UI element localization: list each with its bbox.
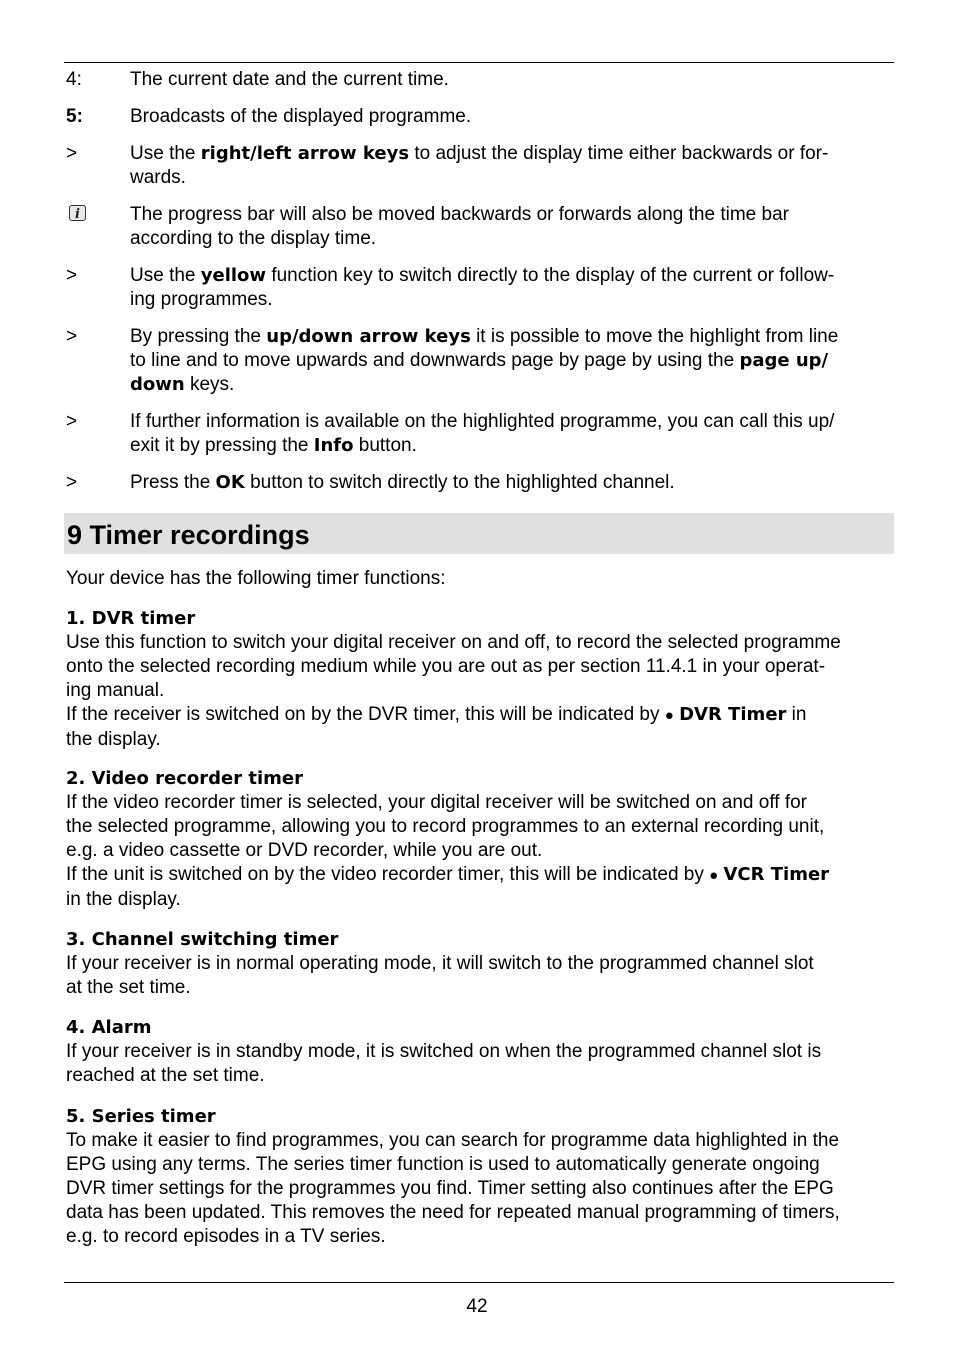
text-line: Use this function to switch your digital receiver on and off, to record the selected programme (66, 632, 841, 653)
timer-heading: 4. Alarm (66, 1017, 152, 1038)
text-run: button. (353, 435, 417, 456)
key-term: right/left arrow keys (200, 143, 410, 164)
display-indicator: VCR Timer (723, 864, 830, 885)
text-run: exit it by pressing the (130, 435, 314, 456)
text-line: at the set time. (66, 977, 191, 998)
text-run: it is possible to move the highlight from line (470, 326, 839, 347)
timer-block (66, 607, 894, 752)
section-intro: Your device has the following timer functions: (66, 568, 446, 589)
display-indicator: DVR Timer (679, 704, 787, 725)
text-run: Use the (130, 143, 201, 164)
item-marker: > (66, 472, 78, 493)
text-run: If the receiver is switched on by the DVR timer, this will be indicated by (66, 704, 665, 725)
record-dot-icon: ● (664, 707, 674, 724)
text-line: ing manual. (66, 680, 165, 701)
key-term: OK (215, 472, 245, 493)
text-run: By pressing the (130, 326, 267, 347)
timer-heading: 3. Channel switching timer (66, 929, 339, 950)
item-marker: > (66, 326, 78, 347)
text-run: to adjust the display time either backwards or for- (409, 143, 829, 164)
item-marker: > (66, 143, 78, 164)
text-run: If the unit is switched on by the video recorder timer, this will be indicated by (66, 864, 710, 885)
timer-block (66, 1016, 894, 1088)
timer-block (66, 767, 894, 912)
timer-block (66, 1105, 894, 1249)
text-line: the selected programme, allowing you to record programmes to an external recording unit, (66, 816, 825, 837)
item-text (130, 325, 892, 397)
text-line: EPG using any terms. The series timer function is used to automatically generate ongoing (66, 1154, 820, 1175)
text-line: e.g. a video cassette or DVD recorder, while you are out. (66, 840, 543, 861)
text-run: in (786, 704, 807, 725)
text-line: ing programmes. (130, 289, 273, 310)
key-term: down (130, 374, 185, 395)
key-term: up/down arrow keys (266, 326, 471, 347)
item-text (130, 264, 892, 312)
text-line: onto the selected recording medium while you are out as per section 11.4.1 in your operat- (66, 656, 826, 677)
text-line: If further information is available on the highlighted programme, you can call this up/ (130, 411, 835, 432)
item-marker: > (66, 265, 78, 286)
text-run: Use the (130, 265, 201, 286)
text-run: to line and to move upwards and downwards page by page by using the (130, 350, 740, 371)
key-term: yellow (200, 265, 267, 286)
text-line: DVR timer settings for the programmes you find. Timer setting also continues after the EPG (66, 1178, 834, 1199)
timer-block (66, 928, 894, 1000)
text-line: If your receiver is in normal operating mode, it will switch to the programmed channel slot (66, 953, 814, 974)
key-term: page up/ (739, 350, 829, 371)
text-line: If your receiver is in standby mode, it is switched on when the programmed channel slot is (66, 1041, 822, 1062)
item-text (130, 142, 892, 190)
text-run: function key to switch directly to the display of the current or follow- (266, 265, 835, 286)
item-marker: > (66, 411, 78, 432)
section-heading-bar (64, 513, 894, 554)
page-number: 42 (466, 1296, 488, 1317)
timer-heading: 2. Video recorder timer (66, 768, 303, 789)
text-line: If the video recorder timer is selected, your digital receiver will be switched on and off for (66, 792, 807, 813)
text-run: keys. (184, 374, 235, 395)
text-line: wards. (130, 167, 186, 188)
text-line: reached at the set time. (66, 1065, 265, 1086)
top-rule (64, 62, 894, 63)
timer-heading: 1. DVR timer (66, 608, 196, 629)
bottom-rule (64, 1282, 894, 1283)
text-run: button to switch directly to the highlighted channel. (244, 472, 675, 493)
record-dot-icon: ● (709, 867, 719, 884)
item-marker: 4: (66, 69, 82, 90)
item-text (130, 471, 892, 495)
text-line: data has been updated. This removes the need for repeated manual programming of timers, (66, 1202, 840, 1223)
text-line: according to the display time. (130, 228, 377, 249)
item-text (130, 410, 892, 458)
item-marker: 5: (66, 106, 83, 127)
text-line: the display. (66, 729, 161, 750)
item-text: The current date and the current time. (130, 69, 449, 90)
info-icon: i (69, 205, 86, 221)
text-line: in the display. (66, 889, 181, 910)
text-line: The progress bar will also be moved backwards or forwards along the time bar (130, 204, 789, 225)
text-line: To make it easier to find programmes, you can search for programme data highlighted in the (66, 1130, 840, 1151)
item-text (130, 203, 892, 251)
key-term: Info (313, 435, 354, 456)
text-run: Press the (130, 472, 216, 493)
item-text: Broadcasts of the displayed programme. (130, 106, 472, 127)
text-line: e.g. to record episodes in a TV series. (66, 1226, 386, 1247)
section-title: 9 Timer recordings (67, 520, 310, 550)
timer-heading: 5. Series timer (66, 1106, 216, 1127)
